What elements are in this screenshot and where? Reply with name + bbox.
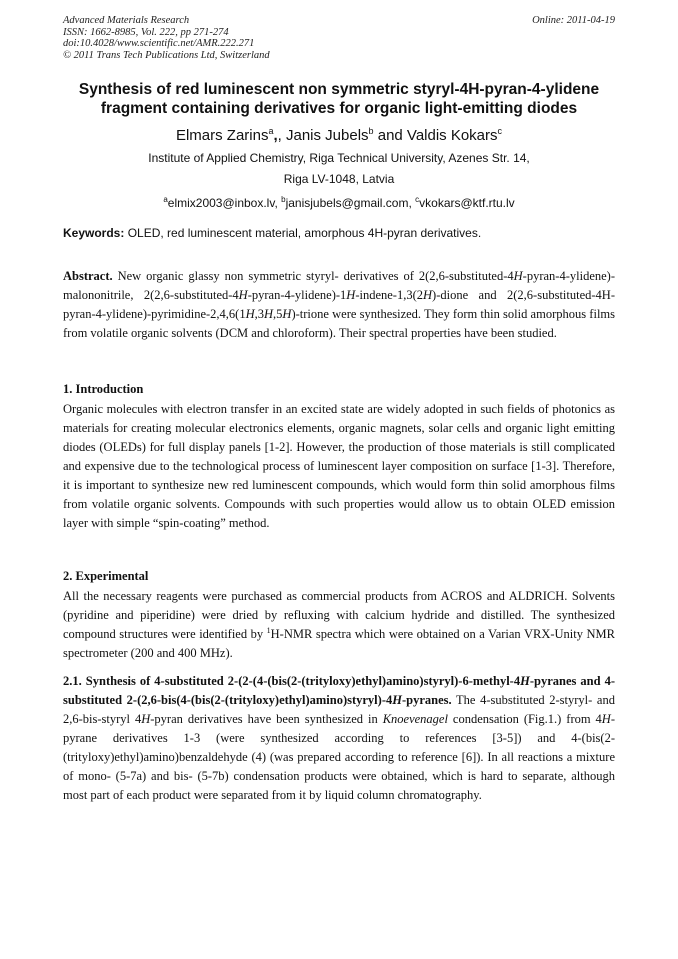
keywords: [63, 226, 615, 240]
subsection-synthesis: 2.1. Synthesis of 4-substituted 2-(2-(4-(bis(2-(trityloxy)ethyl)amino)styryl)-6-methyl-4H-pyranes and 4-substituted 2-(2,6-bis(4-(bis(2-(trityloxy)ethyl)amino)styryl)-4H-pyranes. The 4-substituted 2-styryl- and 2,6-bis-styryl 4H-pyran derivatives have been synthesized in Knoevenagel condensation (Fig.1.) from 4H-pyrane derivatives 1-3 (were synthesized according to references [3-5]) and 4-(bis(2-(trityloxy)ethyl)amino)benzaldehyde (4) (was prepared according to reference [6]). In all reactions a mixture of mono- (5-7a) and bis- (5-7b) condensation products were obtained, which is hard to separate, although most part of each product were separated from it by liquid column chromatography.: [63, 674, 616, 802]
doi-line: doi:10.4028/www.scientific.net/AMR.222.271: [63, 38, 255, 49]
issn-line: ISSN: 1662-8985, Vol. 222, pp 271-274: [63, 26, 229, 38]
keywords-text: OLED, red luminescent material, amorphous 4H-pyran derivatives.: [124, 226, 482, 240]
author-emails: $^a$elmix2003@inbox.lv, $^b$janisjubels@gmail.com, $^c$vkokars@ktf.rtu.lv: [163, 195, 515, 210]
section-heading-experimental: 2. Experimental: [63, 569, 149, 583]
subsection-heading: 2.1. Synthesis of 4-substituted 2-(2-(4-(bis(2-(trityloxy)ethyl)amino)styryl)-6-methyl-4H-pyranes and 4-substituted 2-(2,6-bis(4-(bis(2-(trityloxy)ethyl)amino)styryl)-4H-pyranes.: [63, 674, 616, 707]
author-list: Elmars Zarins$^a$,, Janis Jubels$^b$ and Valdis Kokars$^c$: [175, 126, 503, 144]
email-a: elmix2003@inbox.lv,: [167, 196, 282, 210]
keywords-label: Keywords:: [63, 226, 125, 240]
section-heading-introduction: 1. Introduction: [63, 382, 144, 396]
journal-name: Advanced Materials Research: [63, 15, 190, 26]
author-3: and Valdis Kokars: [373, 127, 498, 144]
title-line-2: fragment containing derivatives for organic light-emitting diodes: [100, 100, 578, 117]
email-c: vkokars@ktf.rtu.lv: [419, 196, 515, 210]
author-2: , Janis Jubels: [277, 127, 369, 144]
author-1: Elmars Zarins: [175, 127, 269, 144]
affiliation-line-1: Institute of Applied Chemistry, Riga Technical University, Azenes Str. 14,: [148, 151, 530, 165]
email-b: janisjubels@gmail.com,: [285, 196, 416, 210]
experimental-text: All the necessary reagents were purchased as commercial products from ACROS and ALDRICH. Solvents (pyridine and piperidine) were dried by refluxing with calcium hydride and distilled. The synthesized compound structures were identified by $^1$H-NMR spectra which were obtained on a Varian VRX-Unity NMR spectrometer (200 and 400 MHz).: [63, 589, 615, 660]
author-3-sup: c: [497, 126, 503, 136]
copyright-line: © 2011 Trans Tech Publications Ltd, Switzerland: [63, 49, 270, 61]
online-date: Online: 2011-04-19: [532, 15, 615, 26]
abstract: Abstract. New organic glassy non symmetric styryl- derivatives of 2(2,6-substituted-4H-pyran-4-ylidene)-malononitrile, 2(2,6-substituted-4H-pyran-4-ylidene)-1H-indene-1,3(2H)-dione and 2(2,6-substituted-4H-pyran-4-ylidene)-pyrimidine-2,4,6(1H,3H,5H)-trione were synthesized. They form thin solid amorphous films from volatile organic solvents (DCM and chloroform). Their spectral properties have been studied.: [63, 269, 615, 340]
journal-header: [63, 15, 615, 61]
introduction-text: Organic molecules with electron transfer in an excited state are widely adopted in such fields of photonics as materials for creating molecular electronics elements, organic magnets, solar cells and organic light emitting diodes (OLEDs) for full display panels [1-2]. However, the production of those materials is still complicated and expensive due to the technological process of luminescent layer composition on surface [1-3]. Therefore, it is important to synthesize new red luminescent compounds, which would form thin solid amorphous films from volatile organic solvents. Compounds with such properties would allow us to obtain OLED emission layer with simple “spin-coating” method.: [63, 402, 615, 530]
paper-title: [50, 80, 628, 118]
abstract-label: Abstract.: [63, 269, 113, 283]
affiliation-line-2: Riga LV-1048, Latvia: [283, 172, 395, 186]
title-line-1: Synthesis of red luminescent non symmetric styryl-4H-pyran-4-ylidene: [78, 81, 600, 98]
author-1-sup: a: [268, 126, 274, 136]
author-2-sup: b: [368, 126, 374, 136]
